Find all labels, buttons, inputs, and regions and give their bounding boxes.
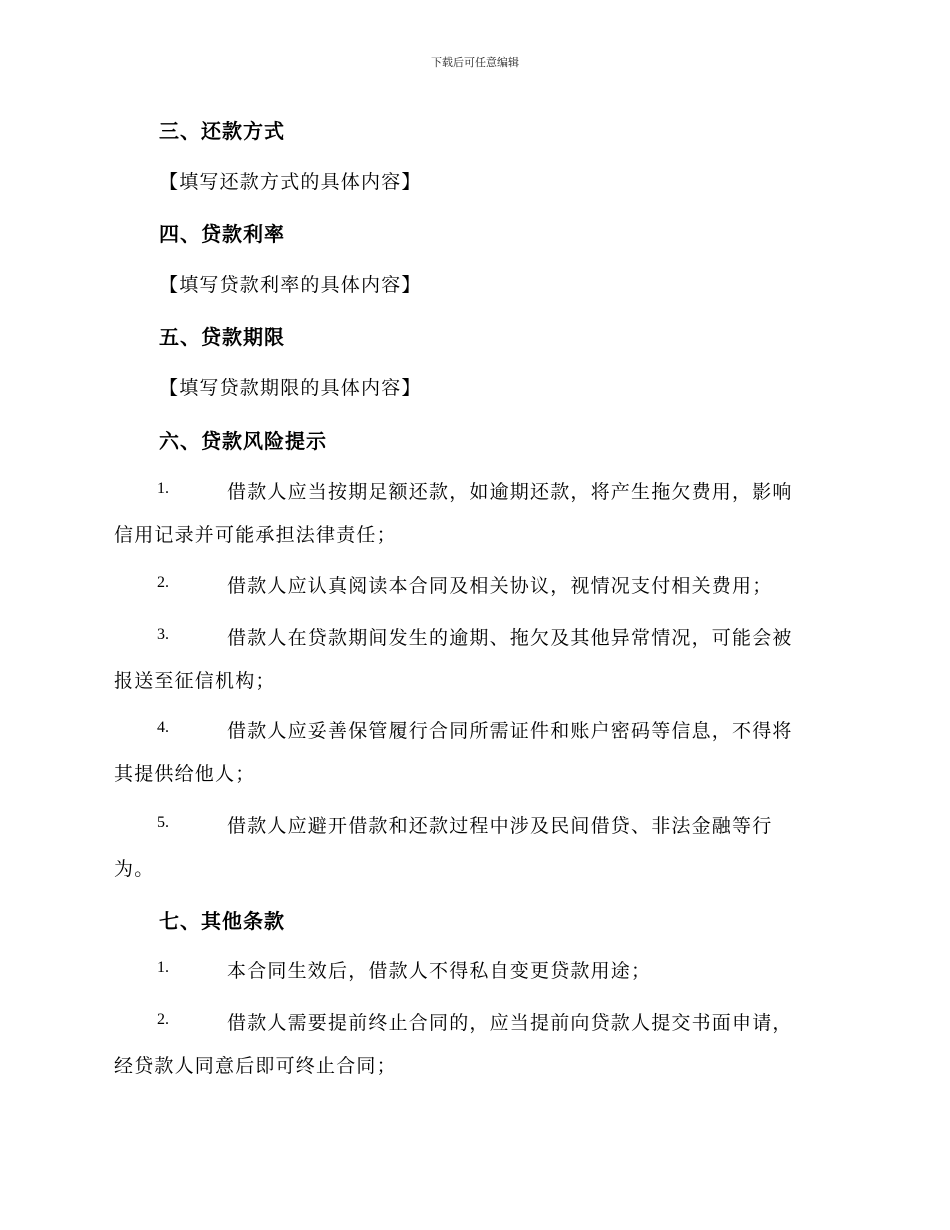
item-number: 1. [157,480,169,497]
item-text-line2: 为。 [114,858,155,880]
item-text-line2: 其提供给他人； [114,763,256,785]
section-7-title: 七、其他条款 [159,909,285,933]
item-number: 2. [157,574,169,591]
item-number: 2. [157,1011,169,1028]
section-5-placeholder: 【填写贷款期限的具体内容】 [159,377,422,399]
item-text-line1: 借款人应妥善保管履行合同所需证件和账户密码等信息，不得将 [227,720,793,742]
page-header: 下载后可任意编辑 [431,56,519,69]
item-text-line1: 本合同生效后，借款人不得私自变更贷款用途； [227,960,652,982]
item-number: 1. [157,959,169,976]
item-text-line1: 借款人在贷款期间发生的逾期、拖欠及其他异常情况，可能会被 [227,627,793,649]
section-3-placeholder: 【填写还款方式的具体内容】 [159,171,422,193]
item-text-line2: 报送至征信机构； [114,670,276,692]
item-text-line2: 经贷款人同意后即可终止合同； [114,1055,397,1077]
section-3-title: 三、还款方式 [159,119,285,143]
item-number: 4. [157,719,169,736]
item-text-line1: 借款人应当按期足额还款，如逾期还款，将产生拖欠费用，影响 [227,481,793,503]
item-number: 5. [157,814,169,831]
item-number: 3. [157,626,169,643]
item-text-line1: 借款人需要提前终止合同的，应当提前向贷款人提交书面申请， [227,1012,793,1034]
item-text-line2: 信用记录并可能承担法律责任； [114,524,397,546]
section-4-placeholder: 【填写贷款利率的具体内容】 [159,274,422,296]
item-text-line1: 借款人应避开借款和还款过程中涉及民间借贷、非法金融等行 [227,815,773,837]
section-6-title: 六、贷款风险提示 [159,429,327,453]
section-4-title: 四、贷款利率 [159,222,285,246]
item-text-line1: 借款人应认真阅读本合同及相关协议，视情况支付相关费用； [227,575,773,597]
section-5-title: 五、贷款期限 [159,325,285,349]
